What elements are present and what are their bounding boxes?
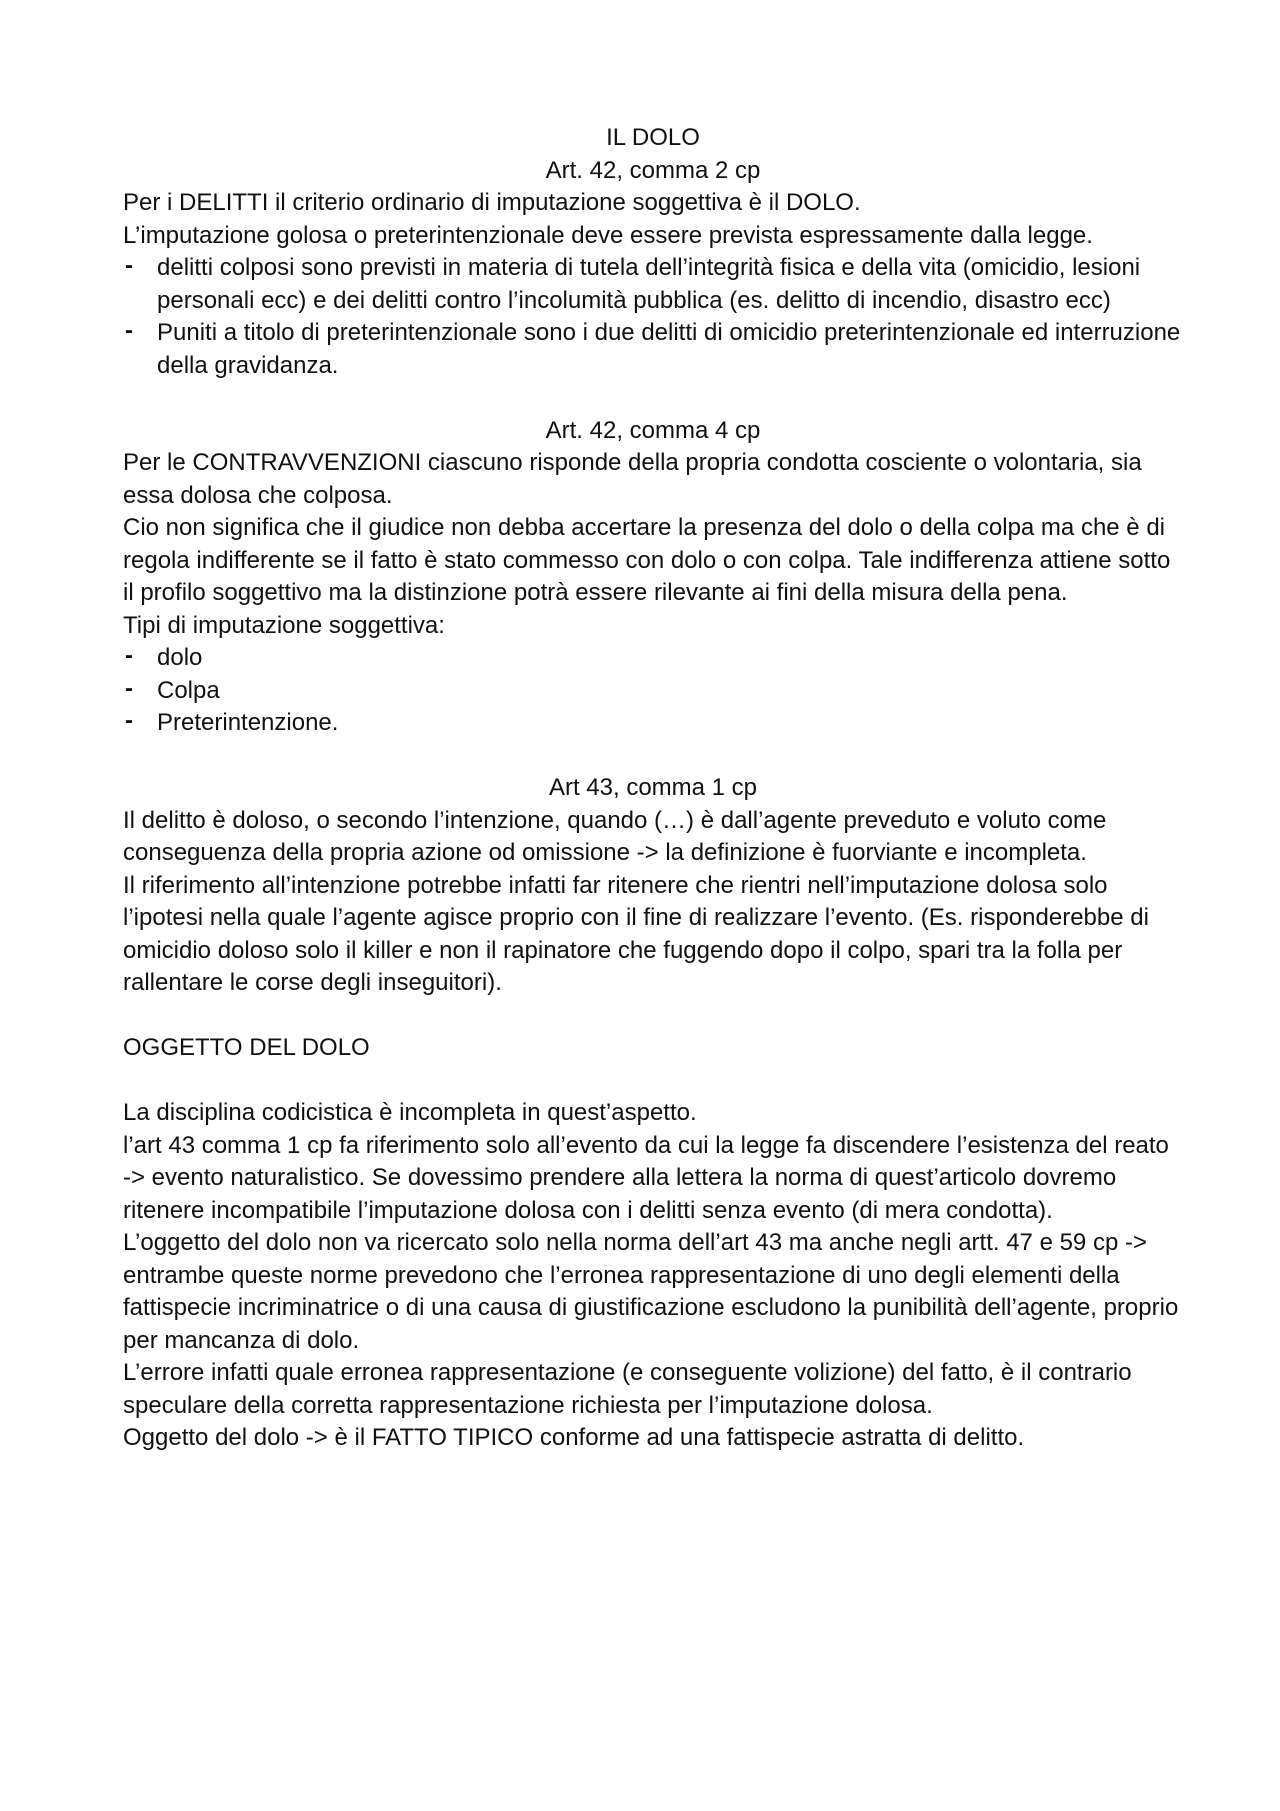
paragraph: L’errore infatti quale erronea rappresentazione (e conseguente volizione) del fatto, è il contrario speculare della corretta rappresentazione richiesta per l’imputazione dolosa. <box>123 1359 1132 1419</box>
bullet-list <box>123 252 1183 382</box>
section-heading-art42-2: Art. 42, comma 2 cp <box>545 156 761 184</box>
paragraph: L’imputazione golosa o preterintenzionale deve essere prevista espressamente dalla legge. <box>123 221 1093 249</box>
paragraph: Il delitto è doloso, o secondo l’intenzione, quando (…) è dall’agente preveduto e voluto come conseguenza della propria azione od omissione -> la definizione è fuorviante e incompleta. <box>123 806 1107 866</box>
paragraph: Il riferimento all’intenzione potrebbe infatti far ritenere che rientri nell’imputazione dolosa solo l’ipotesi nella quale l’agente agisce proprio con il fine di realizzare l’evento. (Es. risponderebbe di omicidio doloso solo il killer e non il rapinatore che fuggendo dopo il colpo, spari tra la folla per rallentare le corse degli inseguitori). <box>123 871 1149 996</box>
list-item: - Puniti a titolo di preterintenzionale sono i due delitti di omicidio preterintenzionale ed interruzione della gravidanza. <box>123 317 1183 382</box>
list-item: - dolo <box>123 642 1183 675</box>
paragraph: Per le CONTRAVVENZIONI ciascuno risponde della propria condotta cosciente o volontaria, sia essa dolosa che colposa. <box>123 449 1142 509</box>
section-heading-oggetto: OGGETTO DEL DOLO <box>123 1034 370 1061</box>
paragraph: La disciplina codicistica è incompleta in quest’aspetto. <box>123 1099 697 1126</box>
spacer <box>123 1065 1183 1098</box>
paragraph: l’art 43 comma 1 cp fa riferimento solo all’evento da cui la legge fa discendere l’esistenza del reato -> evento naturalistico. Se dovessimo prendere alla lettera la norma di quest’articolo dovremo ritenere incompatibile l’imputazione dolosa con i delitti senza evento (di mera condotta). <box>123 1131 1169 1224</box>
spacer <box>123 1000 1183 1033</box>
document-title: IL DOLO <box>606 124 700 151</box>
paragraph: Oggetto del dolo -> è il FATTO TIPICO conforme ad una fattispecie astratta di delitto. <box>123 1424 1025 1451</box>
paragraph: Tipi di imputazione soggettiva: <box>123 611 445 639</box>
section-heading-art43-1: Art 43, comma 1 cp <box>548 774 758 801</box>
list-item: - Colpa <box>123 675 1183 708</box>
spacer <box>123 740 1183 773</box>
paragraph: Per i DELITTI il criterio ordinario di imputazione soggettiva è il DOLO. <box>123 189 861 216</box>
section-heading-art42-4: Art. 42, comma 4 cp <box>545 416 761 444</box>
list-item: - Preterintenzione. <box>123 707 1183 740</box>
paragraph: Cio non significa che il giudice non debba accertare la presenza del dolo o della colpa ma che è di regola indifferente se il fatto è stato commesso con dolo o con colpa. Tale indifferenza attiene sotto il profilo soggettivo ma la distinzione potrà essere rilevante ai fini della misura della pena. <box>123 514 1171 606</box>
list-item: - delitti colposi sono previsti in materia di tutela dell’integrità fisica e della vita (omicidio, lesioni personali ecc) e dei delitti contro l’incolumità pubblica (es. delitto di incendio, disastro ecc) <box>123 252 1183 317</box>
document-page <box>123 122 1183 1455</box>
paragraph: L’oggetto del dolo non va ricercato solo nella norma dell’art 43 ma anche negli artt. 47 e 59 cp -> entrambe queste norme prevedono che l’erronea rappresentazione di uno degli elementi della fattispecie incriminatrice o di una causa di giustificazione escludono la punibilità dell’agente, proprio per mancanza di dolo. <box>123 1229 1179 1354</box>
spacer <box>123 382 1183 415</box>
bullet-list <box>123 642 1183 740</box>
